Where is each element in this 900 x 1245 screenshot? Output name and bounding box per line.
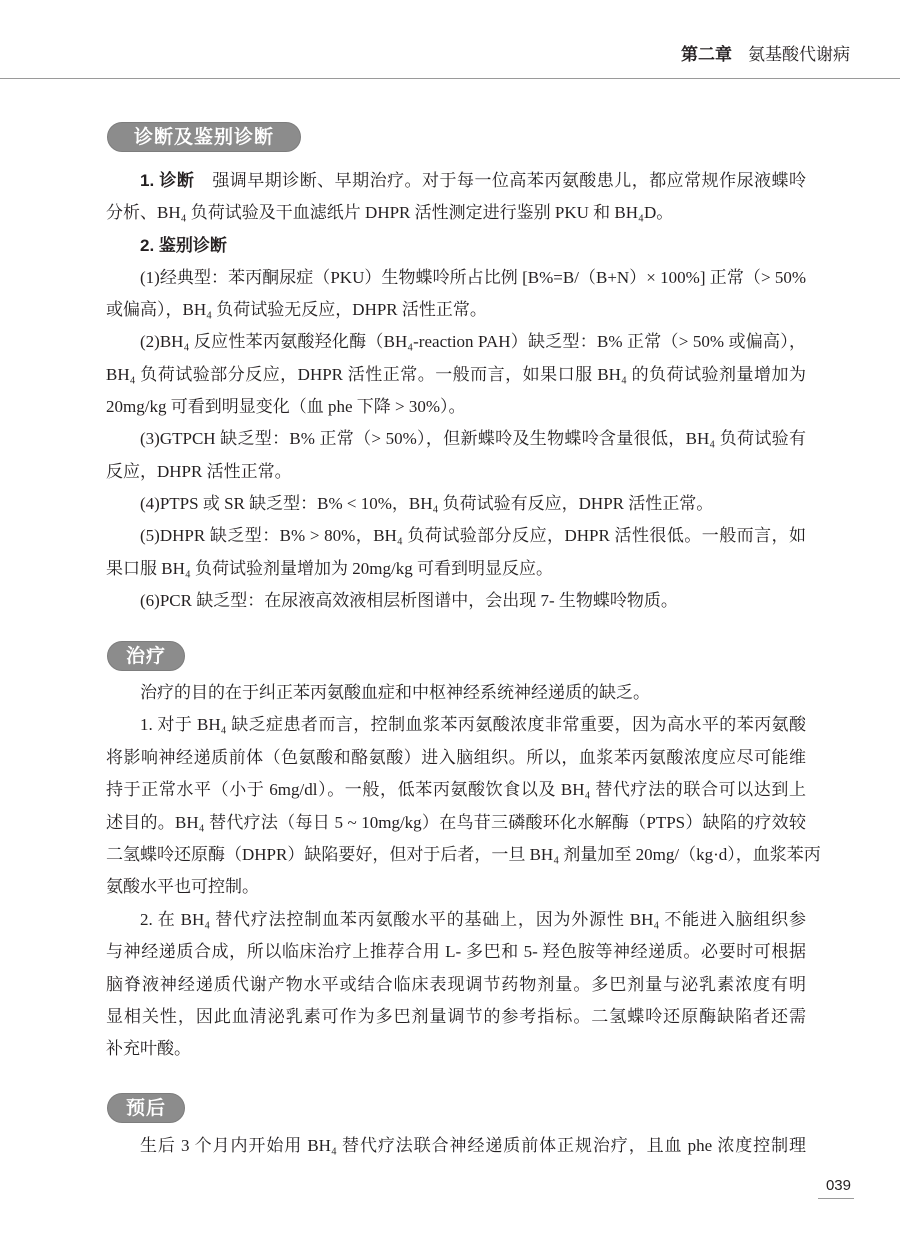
prognosis-paragraph	[106, 1130, 806, 1162]
section-body-treatment	[106, 677, 821, 1066]
treatment-point-1	[106, 709, 821, 903]
text-line: 或偏高），BH₄ 负荷试验无反应，DHPR 活性正常。	[106, 300, 487, 320]
text-line-content: 强调早期诊断、早期治疗。对于每一位高苯丙氨酸患儿，都应常规作尿液蝶呤	[212, 171, 806, 190]
text-line: 补充叶酸。	[106, 1039, 191, 1059]
item-label: 1. 诊断	[140, 171, 195, 190]
text-line: 二氢蝶呤还原酶（DHPR）缺陷要好，但对于后者，一旦 BH₄ 剂量加至 20mg/（kg·d），血浆苯丙	[106, 844, 821, 864]
text-line: 果口服 BH₄ 负荷试验剂量增加为 20mg/kg 可看到明显反应。	[106, 558, 553, 578]
chapter-title: 氨基酸代谢病	[748, 45, 850, 64]
text-line: 显相关性，因此血清泌乳素可作为多巴剂量调节的参考指标。二氢蝶呤还原酶缺陷者还需	[106, 1006, 806, 1026]
diagnosis-item-2	[106, 230, 806, 262]
text-line: 20mg/kg 可看到明显变化（血 phe 下降 > 30%）。	[106, 397, 466, 417]
treatment-intro	[106, 677, 806, 709]
text-line: 持于正常水平（小于 6mg/dl）。一般，低苯丙氨酸饮食以及 BH₄ 替代疗法的联合可以达到上	[106, 780, 806, 800]
page-number-rule	[818, 1198, 854, 1199]
header-rule	[0, 78, 900, 79]
page-number: 039	[825, 1177, 851, 1194]
text-line: 生后 3 个月内开始用 BH₄ 替代疗法联合神经递质前体正规治疗，且血 phe 浓度控制理	[140, 1136, 806, 1155]
section-heading-treatment: 治疗	[107, 641, 185, 671]
diagnosis-item-1	[106, 165, 806, 230]
text-line: 氨酸水平也可控制。	[106, 877, 259, 897]
text-line	[106, 165, 806, 197]
text-line: BH₄ 负荷试验部分反应，DHPR 活性正常。一般而言，如果口服 BH₄ 的负荷试验剂量增加为	[106, 364, 806, 384]
text-line: (1)经典型：苯丙酮尿症（PKU）生物蝶呤所占比例 [B%=B/（B+N）× 100%] 正常（> 50%	[140, 267, 806, 287]
text-line: 反应，DHPR 活性正常。	[106, 461, 292, 481]
text-line: 与神经递质合成，所以临床治疗上推荐合用 L- 多巴和 5- 羟色胺等神经递质。必要时可根据	[106, 942, 806, 962]
text-line: (6)PCR 缺乏型：在尿液高效液相层析图谱中，会出现 7- 生物蝶呤物质。	[140, 590, 678, 610]
section-body-prognosis	[106, 1130, 806, 1162]
item-label: 2. 鉴别诊断	[140, 235, 227, 255]
text-line: 脑脊液神经递质代谢产物水平或结合临床表现调节药物剂量。多巴剂量与泌乳素浓度有明	[106, 974, 806, 994]
diagnosis-type-4	[106, 488, 806, 520]
text-line: 述目的。BH₄ 替代疗法（每日 5 ~ 10mg/kg）在鸟苷三磷酸环化水解酶（PTPS）缺陷的疗效较	[106, 812, 806, 832]
section-heading-prognosis: 预后	[107, 1093, 185, 1123]
diagnosis-type-3	[106, 423, 806, 488]
section-body-diagnosis	[106, 165, 806, 617]
chapter-number: 第二章	[681, 45, 732, 64]
text-line: (3)GTPCH 缺乏型：B% 正常（> 50%），但新蝶呤及生物蝶呤含量很低，BH₄ 负荷试验有	[140, 429, 806, 449]
text-line: 1. 对于 BH₄ 缺乏症患者而言，控制血浆苯丙氨酸浓度非常重要，因为高水平的苯丙氨酸	[140, 715, 806, 735]
text-line: (5)DHPR 缺乏型：B% > 80%，BH₄ 负荷试验部分反应，DHPR 活性很低。一般而言，如	[140, 526, 806, 546]
text-line: 2. 在 BH₄ 替代疗法控制血苯丙氨酸水平的基础上，因为外源性 BH₄ 不能进入脑组织参	[140, 909, 806, 929]
diagnosis-type-5	[106, 520, 806, 585]
section-heading-diagnosis: 诊断及鉴别诊断	[107, 122, 301, 152]
text-line: (4)PTPS 或 SR 缺乏型：B% < 10%，BH₄ 负荷试验有反应，DHPR 活性正常。	[140, 493, 714, 513]
text-line: 治疗的目的在于纠正苯丙氨酸血症和中枢神经系统神经递质的缺乏。	[140, 683, 650, 702]
text-line: (2)BH₄ 反应性苯丙氨酸羟化酶（BH₄-reaction PAH）缺乏型：B% 正常（> 50% 或偏高），	[140, 332, 806, 352]
text-line: 将影响神经递质前体（色氨酸和酪氨酸）进入脑组织。所以，血浆苯丙氨酸浓度应尽可能维	[106, 747, 806, 767]
diagnosis-type-1	[106, 262, 806, 327]
diagnosis-type-6	[106, 585, 806, 617]
text-line: 分析、BH₄ 负荷试验及干血滤纸片 DHPR 活性测定进行鉴别 PKU 和 BH₄D。	[106, 203, 674, 223]
text-line	[106, 230, 806, 262]
diagnosis-type-2	[106, 326, 806, 423]
running-header	[681, 43, 850, 67]
treatment-point-2	[106, 904, 806, 1066]
